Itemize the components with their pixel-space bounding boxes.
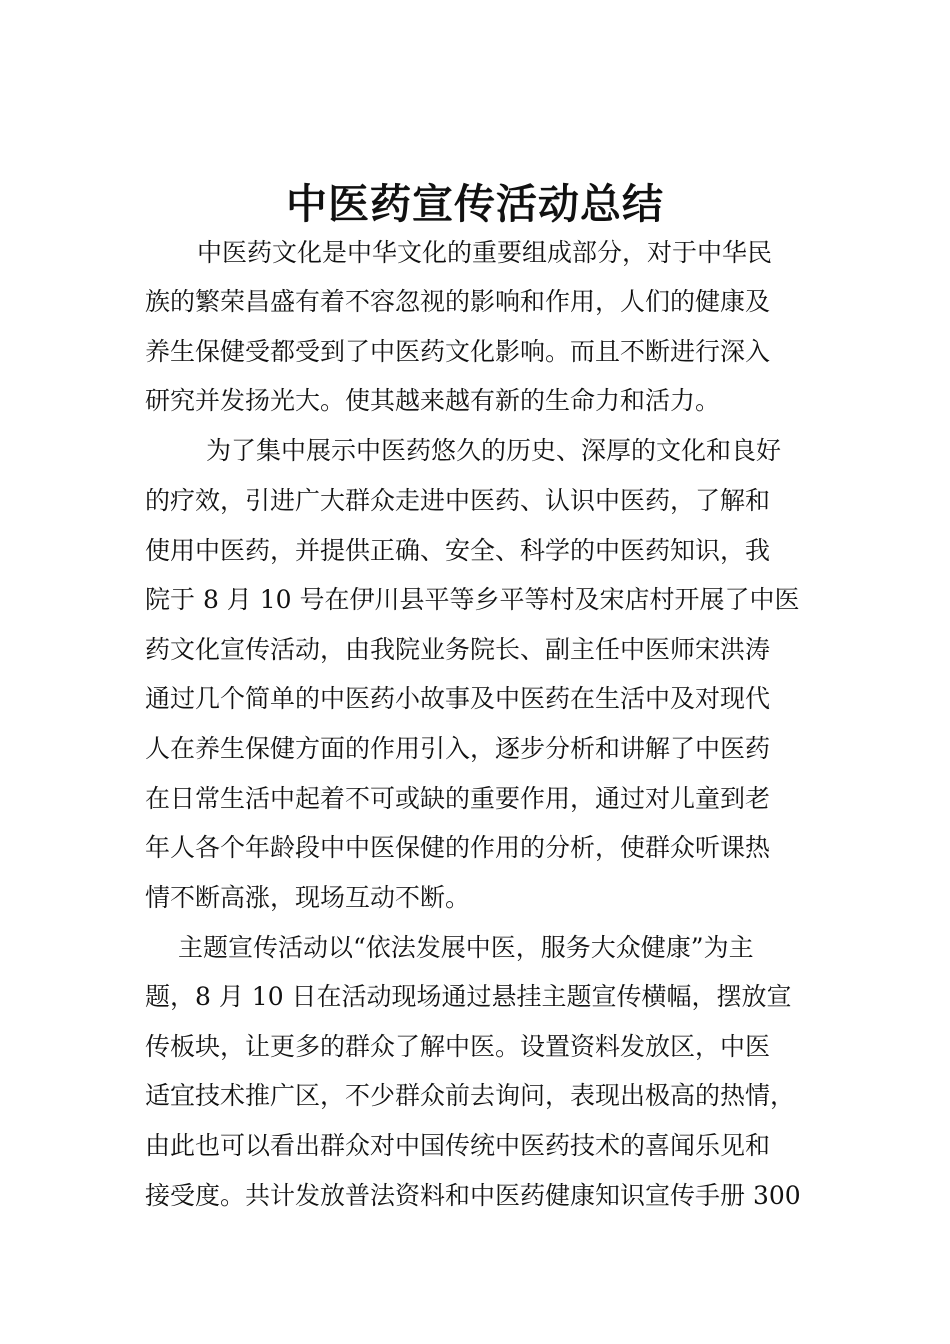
paragraph-line: 由此也可以看出群众对中国传统中医药技术的喜闻乐见和 (145, 1131, 771, 1160)
paragraph-line: 年人各个年龄段中中医保健的作用的分析，使群众听课热 (145, 833, 771, 862)
paragraph-line: 药文化宣传活动，由我院业务院长、副主任中医师宋洪涛 (145, 635, 771, 664)
paragraph-line: 族的繁荣昌盛有着不容忽视的影响和作用，人们的健康及 (145, 287, 771, 316)
paragraph-line: 人在养生保健方面的作用引入，逐步分析和讲解了中医药 (145, 734, 771, 763)
paragraph-line: 题，8 月 10 日在活动现场通过悬挂主题宣传横幅，摆放宣 (145, 982, 792, 1011)
paragraph-line: 院于 8 月 10 号在伊川县平等乡平等村及宋店村开展了中医 (145, 585, 800, 614)
paragraph-line: 的疗效，引进广大群众走进中医药、认识中医药，了解和 (145, 486, 771, 515)
paragraph-line: 情不断高涨，现场互动不断。 (145, 883, 471, 912)
paragraph-line: 使用中医药，并提供正确、安全、科学的中医药知识，我 (145, 536, 771, 565)
paragraph-line: 研究并发扬光大。使其越来越有新的生命力和活力。 (145, 386, 721, 415)
paragraph-line: 通过几个简单的中医药小故事及中医药在生活中及对现代 (145, 684, 771, 713)
paragraph-line: 主题宣传活动以“依法发展中医，服务大众健康”为主 (178, 933, 754, 962)
paragraph-line: 适宜技术推广区，不少群众前去询问，表现出极高的热情， (145, 1081, 796, 1110)
paragraph-line: 在日常生活中起着不可或缺的重要作用，通过对儿童到老 (145, 784, 771, 813)
paragraph-line: 传板块，让更多的群众了解中医。设置资料发放区，中医 (145, 1032, 771, 1061)
paragraph-line: 接受度。共计发放普法资料和中医药健康知识宣传手册 300 (145, 1181, 801, 1210)
paragraph-line: 为了集中展示中医药悠久的历史、深厚的文化和良好 (206, 436, 782, 465)
paragraph-line: 中医药文化是中华文化的重要组成部分，对于中华民 (197, 238, 773, 267)
paragraph-line: 养生保健受都受到了中医药文化影响。而且不断进行深入 (145, 337, 771, 366)
document-title: 中医药宣传活动总结 (286, 180, 664, 228)
